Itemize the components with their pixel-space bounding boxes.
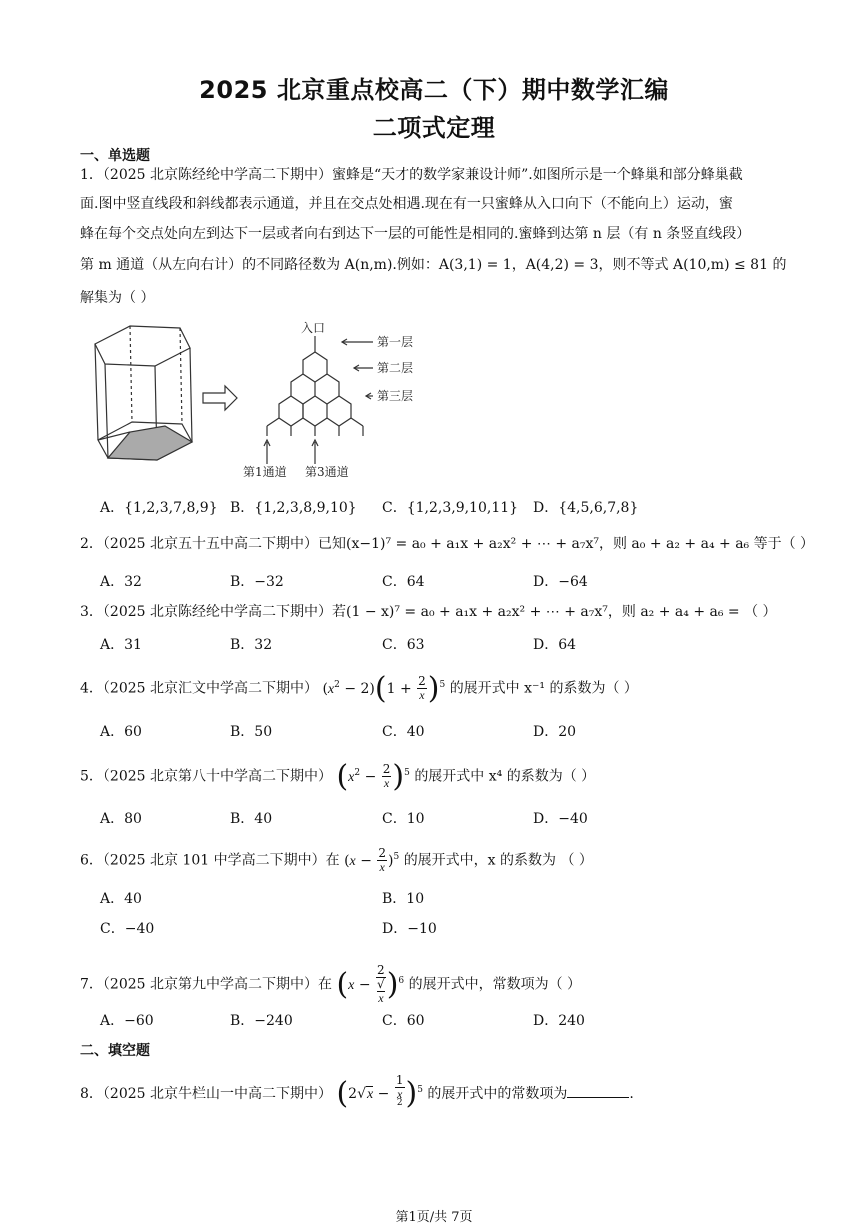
q6-option-d: D．−10: [382, 921, 437, 937]
q2-stem: [80, 535, 815, 553]
q2-prefix: 2．（2025 北京五十五中高二下期中）已知: [80, 536, 346, 552]
q5-option-d: D．−40: [533, 811, 588, 827]
q8-end: .: [629, 1086, 634, 1102]
q6-stem: [80, 847, 792, 874]
hexagonal-prism-drawing: [95, 326, 192, 460]
q3-option-c: C．63: [382, 637, 425, 653]
q3-option-a: A．31: [100, 637, 142, 653]
q4-suffix: 的展开式中 x⁻¹ 的系数为（ ）: [449, 680, 638, 697]
q8-prefix: 8．（2025 北京牛栏山一中高二下期中）: [80, 1086, 332, 1102]
q7-stem: [80, 964, 792, 1005]
q1-option-b: B．{1,2,3,8,9,10}: [230, 500, 357, 516]
q3-option-b: B．32: [230, 637, 273, 653]
section-single-choice: 一、单选题: [80, 148, 150, 164]
q4-option-a: A．60: [100, 724, 142, 740]
q6-option-a: A．40: [100, 891, 142, 907]
q2-option-b: B．−32: [230, 574, 284, 590]
arrow-right-icon: [203, 386, 237, 410]
q1-line4: 第 m 通道（从左向右计）的不同路径数为 A(n,m).例如：A(3,1) = 1，A(4,2) = 3，则不等式 A(10,m) ≤ 81 的: [80, 257, 787, 273]
figure-layer2-label: 第二层: [377, 361, 414, 375]
q3-expression: (1 − x)⁷ = a₀ + a₁x + a₂x² + ⋯ + a₇x⁷，则 a₂ + a₄ + a₆ = （ ）: [346, 604, 777, 620]
q4-formula: $(x^2 - 2)(1$ + $\frac{2}{x}$ )$^5$: [322, 670, 446, 706]
q7-option-a: A．−60: [100, 1013, 154, 1029]
q5-formula: ($x^2$ − $\frac{2}{x}$ )$^5$: [336, 758, 410, 794]
q8-answer-blank[interactable]: [567, 1085, 629, 1098]
q5-option-c: C．10: [382, 811, 425, 827]
q3-prefix: 3．（2025 北京陈经纶中学高二下期中）若: [80, 604, 346, 620]
q6-formula: (x − $\frac{2}{x}$ )$^5$: [344, 846, 400, 874]
q6-option-b: B．10: [382, 891, 425, 907]
page-footer: 第1页/共 7页: [395, 1210, 473, 1225]
q6-prefix: 6．（2025 北京 101 中学高二下期中）在: [80, 852, 340, 869]
q5-stem: [80, 758, 792, 794]
q5-suffix: 的展开式中 x⁴ 的系数为（ ）: [414, 768, 596, 785]
q8-suffix: 的展开式中的常数项为: [427, 1086, 568, 1102]
figure-channel1-label: 第1通道: [243, 465, 287, 479]
q7-option-b: B．−240: [230, 1013, 293, 1029]
q2-option-a: A．32: [100, 574, 142, 590]
q3-stem: [80, 603, 792, 621]
q4-option-d: D．20: [533, 724, 577, 740]
q6-option-c: C．−40: [100, 921, 155, 937]
q1-line1: 1．（2025 北京陈经纶中学高二下期中）蜜蜂是“天才的数学家兼设计师”.如图所示是一个蜂巢和部分蜂巢截: [80, 167, 743, 183]
q4-option-c: C．40: [382, 724, 425, 740]
page-subtitle: 二项式定理: [372, 114, 496, 142]
q7-formula: (x − 2 √ x )$^6$: [336, 963, 405, 1005]
q6-suffix: 的展开式中，x 的系数为 （ ）: [403, 852, 593, 869]
q8-stem: [80, 1074, 792, 1114]
q2-option-d: D．−64: [533, 574, 588, 590]
section-fill-blank: 二、填空题: [80, 1043, 150, 1059]
q1-option-a: A．{1,2,3,7,8,9}: [100, 500, 218, 516]
q3-option-d: D．64: [533, 637, 577, 653]
q7-option-d: D．240: [533, 1013, 585, 1029]
q7-prefix: 7．（2025 北京第九中学高二下期中）在: [80, 976, 332, 993]
q1-line3: 蜂在每个交点处向左到达下一层或者向右到达下一层的可能性是相同的.蜜蜂到达第 n 层（有 n 条竖直线段）: [80, 226, 751, 242]
honeycomb-section-drawing: [264, 336, 373, 464]
q1-option-c: C．{1,2,3,9,10,11}: [382, 500, 519, 516]
q2-option-c: C．64: [382, 574, 425, 590]
figure-layer3-label: 第三层: [377, 389, 414, 403]
figure-channel3-label: 第3通道: [305, 465, 349, 479]
q4-stem: [80, 670, 792, 706]
q1-option-d: D．{4,5,6,7,8}: [533, 500, 639, 516]
q5-option-b: B．40: [230, 811, 273, 827]
beehive-figure: [85, 318, 414, 480]
q4-option-b: B．50: [230, 724, 273, 740]
page-title: 2025 北京重点校高二（下）期中数学汇编: [199, 76, 669, 104]
q8-formula: (2√x − 1 x $^2$ )$^5$: [336, 1073, 423, 1111]
q5-option-a: A．80: [100, 811, 142, 827]
figure-layer1-label: 第一层: [377, 335, 414, 349]
q5-prefix: 5．（2025 北京第八十中学高二下期中）: [80, 768, 332, 785]
q7-suffix: 的展开式中，常数项为（ ）: [408, 976, 582, 993]
q1-line5: 解集为（ ）: [80, 290, 155, 306]
q4-prefix: 4．（2025 北京汇文中学高二下期中）: [80, 680, 318, 697]
q2-expression: (x−1)⁷ = a₀ + a₁x + a₂x² + ⋯ + a₇x⁷，则 a₀ + a₂ + a₄ + a₆ 等于（ ）: [346, 536, 815, 552]
q1-line2: 面.图中竖直线段和斜线都表示通道，并且在交点处相遇.现在有一只蜜蜂从入口向下（不能向上）运动，蜜: [80, 196, 733, 212]
q7-option-c: C．60: [382, 1013, 425, 1029]
figure-entrance-label: 入口: [301, 321, 326, 335]
